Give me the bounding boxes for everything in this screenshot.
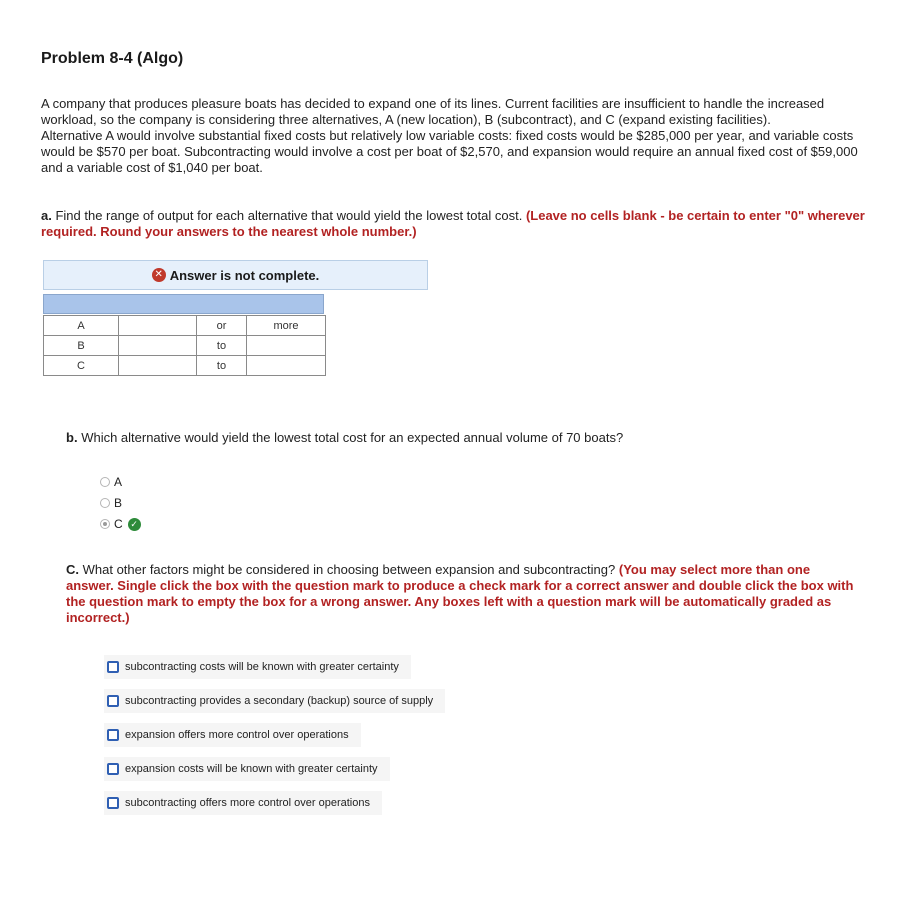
range-to-input[interactable]	[247, 356, 326, 376]
part-a-question	[41, 208, 871, 240]
checkbox-option[interactable]	[104, 757, 390, 781]
check-icon: ✓	[128, 518, 141, 531]
checkbox[interactable]	[107, 797, 119, 809]
radio-option-c[interactable]	[100, 517, 141, 531]
part-c-text: What other factors might be considered in choosing between expansion and subcontracting?	[82, 562, 616, 577]
range-from-input[interactable]	[119, 356, 197, 376]
radio-label: A	[114, 475, 123, 489]
radio-label: B	[114, 496, 123, 510]
table-row	[44, 336, 326, 356]
problem-title: Problem 8-4 (Algo)	[41, 50, 184, 67]
radio-button-selected[interactable]	[100, 519, 110, 529]
table-row	[44, 356, 326, 376]
range-table-header	[43, 294, 324, 314]
checkbox-label: expansion costs will be known with greater certainty	[125, 763, 378, 775]
part-c-instruction: (You may select more than one answer. Single click the box with the question mark to produce a check mark for a correct answer and double click the box with the question mark to empty the box for a wrong answer. Any boxes left with a question mark will be automatically graded as incorrect.)	[66, 562, 854, 625]
part-b-text: Which alternative would yield the lowest total cost for an expected annual volume of 70 boats?	[81, 430, 624, 445]
alternative-cell: B	[44, 336, 119, 356]
range-connector: to	[197, 336, 247, 356]
checkbox-label: expansion offers more control over operations	[125, 729, 349, 741]
checkbox-option[interactable]	[104, 655, 411, 679]
answer-status-bar	[43, 260, 428, 290]
range-to-input[interactable]	[247, 336, 326, 356]
radio-button[interactable]	[100, 498, 110, 508]
radio-button[interactable]	[100, 477, 110, 487]
range-connector: or	[197, 316, 247, 336]
range-from-input[interactable]	[119, 336, 197, 356]
part-a-instruction: (Leave no cells blank - be certain to enter "0" wherever required. Round your answers to the nearest whole number.)	[41, 208, 865, 239]
intro-paragraph-1: A company that produces pleasure boats has decided to expand one of its lines. Current facilities are insufficient to handle the increased workload, so the company is considering three alternatives, A (new location), B (subcontract), and C (expand existing facilities).	[41, 96, 825, 127]
part-b-question	[66, 430, 623, 445]
checkbox[interactable]	[107, 661, 119, 673]
checkbox-option[interactable]	[104, 723, 361, 747]
range-from-input[interactable]	[119, 316, 197, 336]
intro-paragraph-2: Alternative A would involve substantial fixed costs but relatively low variable costs: fixed costs would be $285,000 per year, and variable costs would be $570 per boat. Subcontracting would involve a cost per boat of $2,570, and expansion would require an annual fixed cost of $59,000 and a variable cost of $1,040 per boat.	[41, 128, 858, 175]
part-c-label: C.	[66, 562, 79, 577]
alternative-cell: C	[44, 356, 119, 376]
range-table	[43, 315, 326, 376]
range-to-cell: more	[247, 316, 326, 336]
checkbox-option[interactable]	[104, 791, 382, 815]
part-a-label: a.	[41, 208, 52, 223]
range-connector: to	[197, 356, 247, 376]
radio-option-b[interactable]	[100, 496, 122, 510]
answer-status-text: Answer is not complete.	[169, 267, 320, 283]
part-c-question	[66, 562, 856, 626]
x-icon: ✕	[152, 268, 166, 282]
checkbox[interactable]	[107, 763, 119, 775]
checkbox[interactable]	[107, 729, 119, 741]
checkbox-option[interactable]	[104, 689, 445, 713]
checkbox[interactable]	[107, 695, 119, 707]
radio-label: C	[114, 517, 123, 531]
table-row	[44, 316, 326, 336]
radio-option-a[interactable]	[100, 475, 122, 489]
part-a-text: Find the range of output for each alternative that would yield the lowest total cost.	[55, 208, 523, 223]
part-b-label: b.	[66, 430, 78, 445]
checkbox-label: subcontracting provides a secondary (backup) source of supply	[125, 695, 434, 707]
checkbox-label: subcontracting offers more control over operations	[125, 797, 370, 809]
problem-intro	[41, 96, 861, 176]
checkbox-label: subcontracting costs will be known with greater certainty	[125, 661, 399, 673]
alternative-cell: A	[44, 316, 119, 336]
